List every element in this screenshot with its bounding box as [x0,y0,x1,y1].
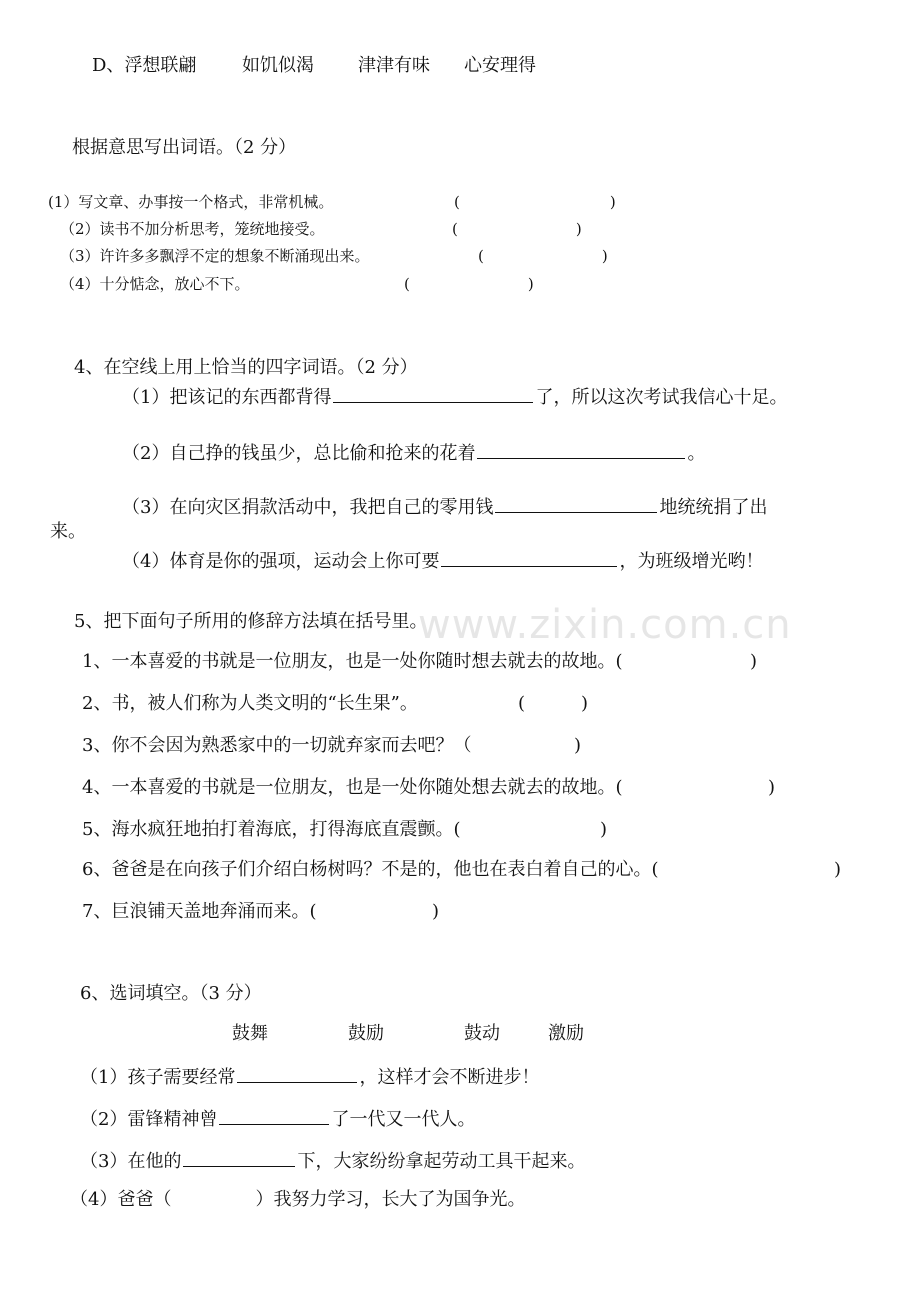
section4-q4-after: ，为班级增光哟！ [619,551,764,572]
meaning-item-2: （2）读书不加分析思考，笼统地接受。 [60,220,325,238]
section6-q4 [70,1188,525,1212]
meaning-section-title: 根据意思写出词语。（2 分） [72,137,297,158]
meaning-item-4: （4）十分惦念，放心不下。 [60,275,250,293]
section4-q2 [122,440,705,466]
section5-item-7: 7、巨浪铺天盖地奔涌而来。( [82,901,317,922]
meaning-answer-paren-4[interactable]: ( ) [404,275,534,293]
option-word-3: 津津有味 [358,55,430,76]
section4-q3-before: （3）在向灾区捐款活动中，我把自己的零用钱 [122,497,494,518]
section6-q3 [80,1148,585,1174]
section6-q3-before: （3）在他的 [80,1151,182,1172]
meaning-answer-paren-3[interactable]: ( ) [478,247,608,265]
meaning-item-1: (1）写文章、办事按一个格式，非常机械。 [48,193,334,211]
option-word-1: 浮想联翩 [124,55,197,76]
section6-q2-before: （2）雷锋精神曾 [80,1109,218,1130]
section4-q2-after: 。 [687,443,706,464]
section5-item-3-close[interactable]: ) [574,735,582,756]
section6-option-2: 鼓励 [348,1023,384,1044]
section6-option-4: 激励 [548,1023,584,1044]
section4-q1 [122,384,787,410]
section5-item-1-close[interactable]: ) [750,651,758,672]
meaning-item-3: （3）许许多多飘浮不定的想象不断涌现出来。 [60,247,370,265]
section5-item-6: 6、爸爸是在向孩子们介绍白杨树吗？不是的，他也在表白着自己的心。( [82,859,659,880]
option-word-2: 如饥似渴 [242,55,314,76]
section4-q1-before: （1）把该记的东西都背得 [122,387,332,408]
section4-q1-after: 了，所以这次考试我信心十足。 [535,387,788,408]
section5-item-4: 4、一本喜爱的书就是一位朋友，也是一处你随处想去就去的故地。( [82,777,623,798]
section4-q2-before: （2）自己挣的钱虽少，总比偷和抢来的花着 [122,443,476,464]
section6-option-3: 鼓动 [464,1023,500,1044]
option-prefix: D、 [92,55,125,76]
section6-q1-blank[interactable] [237,1064,357,1083]
meaning-answer-paren-1[interactable]: ( ) [454,193,616,211]
section6-q1-after: ，这样才会不断进步！ [359,1067,540,1088]
section6-q4-after: ）我努力学习，长大了为国争光。 [255,1189,526,1210]
section4-q3-wrap: 来。 [50,521,86,542]
section6-q3-blank[interactable] [183,1148,295,1167]
section4-q3 [122,494,767,520]
section5-title: 5、把下面句子所用的修辞方法填在括号里。 [74,611,428,632]
section4-q3-blank[interactable] [495,494,657,513]
meaning-answer-paren-2[interactable]: ( ) [452,220,582,238]
section5-item-2-paren[interactable]: ( ) [518,693,589,714]
section5-item-6-close[interactable]: ) [834,859,842,880]
section5-item-3: 3、你不会因为熟悉家中的一切就弃家而去吧？（ [82,735,472,756]
section5-item-7-close[interactable]: ) [432,901,440,922]
section6-q1 [80,1064,539,1090]
section6-q2-after: 了一代又一代人。 [331,1109,476,1130]
section5-item-1: 1、一本喜爱的书就是一位朋友，也是一处你随时想去就去的故地。( [82,651,623,672]
section4-q4-blank[interactable] [441,548,617,567]
section4-q1-blank[interactable] [333,384,533,403]
section6-q3-after: 下，大家纷纷拿起劳动工具干起来。 [297,1151,586,1172]
section5-item-2: 2、书，被人们称为人类文明的“长生果”。 [82,693,418,714]
section6-title: 6、选词填空。（3 分） [80,983,262,1004]
section4-q3-after: 地统统捐了出 [659,497,768,518]
option-d-line [92,54,196,78]
section6-q4-before: （4）爸爸（ [70,1189,172,1210]
section4-q4 [122,548,763,574]
section6-option-1: 鼓舞 [232,1023,268,1044]
section5-item-5: 5、海水疯狂地拍打着海底，打得海底直震颤。( [82,819,461,840]
section4-q4-before: （4）体育是你的强项，运动会上你可要 [122,551,440,572]
section6-q1-before: （1）孩子需要经常 [80,1067,236,1088]
watermark: www.zixin.com.cn [418,602,792,648]
section4-title: 4、在空线上用上恰当的四字词语。（2 分） [74,357,418,378]
section6-q2-blank[interactable] [219,1106,329,1125]
option-word-4: 心安理得 [464,55,536,76]
section5-item-4-close[interactable]: ) [768,777,776,798]
section6-q2 [80,1106,475,1132]
section5-item-5-close[interactable]: ) [600,819,608,840]
section4-q2-blank[interactable] [477,440,685,459]
